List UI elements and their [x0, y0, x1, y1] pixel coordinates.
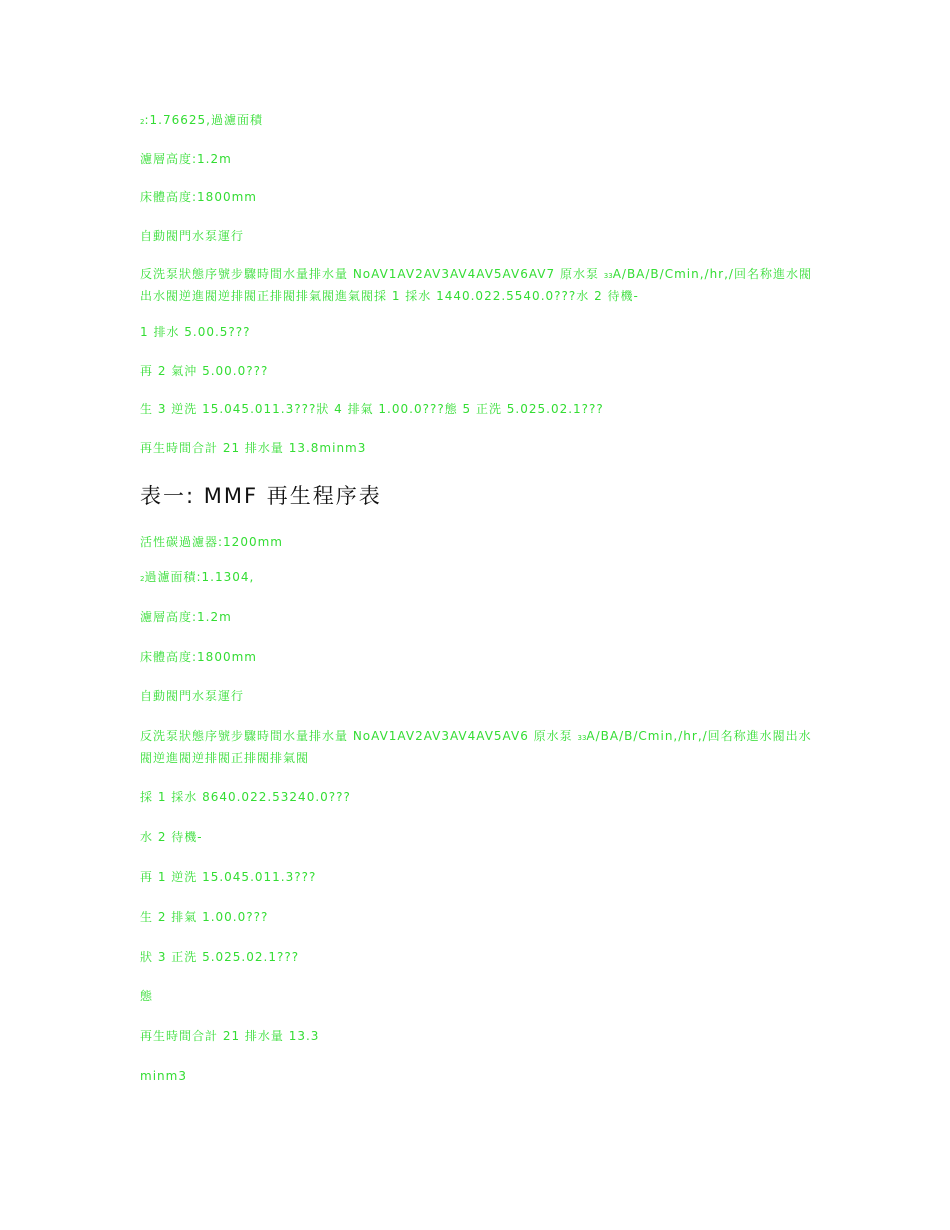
mmf-row-drain: 1 排水 5.00.5???	[140, 325, 251, 339]
table-header-part-b: A/BA/B/Cmin,/hr,/回名称進水閥出水閥逆進閥逆排閥正排閥排氣閥	[140, 729, 812, 765]
table-header-unit-prefix: 33	[577, 734, 587, 742]
area-text: 過濾面積:1.1304,	[144, 570, 255, 584]
table-header-part-b: A/BA/B/Cmin,/hr,/回名称進水閥出水閥逆進閥逆排閥正排閥排氣閥進氣閥採 1 採水 1440.022.5540.0???水 2 待機-	[140, 267, 812, 303]
carbon-row-rinse: 狀 3 正洗 5.025.02.1???	[140, 950, 300, 964]
carbon-row-exhaust: 生 2 排氣 1.00.0???	[140, 910, 269, 924]
mmf-bed-height: 床體高度:1800mm	[140, 190, 257, 204]
mmf-row-air: 再 2 氣沖 5.00.0???	[140, 364, 269, 378]
carbon-filter-height: 濾層高度:1.2m	[140, 610, 232, 624]
carbon-table-header	[140, 726, 820, 768]
area-text: :1.76625,過濾面積	[144, 113, 263, 127]
carbon-row-collect: 採 1 採水 8640.022.53240.0???	[140, 790, 351, 804]
carbon-filter-size: 活性碳過濾器:1200mm	[140, 535, 283, 549]
mmf-filter-area	[140, 110, 820, 132]
carbon-row-standby: 水 2 待機-	[140, 830, 203, 844]
area-superscript: 2	[140, 575, 145, 583]
carbon-total-unit: minm3	[140, 1069, 187, 1083]
carbon-filter-area	[140, 567, 820, 589]
area-superscript: 2	[140, 118, 145, 126]
table-header-part-a: 反洗泵狀態序號步驟時間水量排水量 NoAV1AV2AV3AV4AV5AV6 原水泵	[140, 729, 578, 743]
carbon-auto-valve-label: 自動閥門水泵運行	[140, 689, 245, 703]
carbon-row-state: 態	[140, 989, 154, 1003]
mmf-total: 再生時間合計 21 排水量 13.8minm3	[140, 441, 367, 455]
mmf-table-header	[140, 264, 820, 306]
carbon-total: 再生時間合計 21 排水量 13.3	[140, 1029, 320, 1043]
carbon-row-backwash: 再 1 逆洗 15.045.011.3???	[140, 870, 317, 884]
mmf-row-backwash: 生 3 逆洗 15.045.011.3???狀 4 排氣 1.00.0???態 5 正洗 5.025.02.1???	[140, 402, 604, 416]
mmf-auto-valve-label: 自動閥門水泵運行	[140, 229, 245, 243]
table-header-part-a: 反洗泵狀態序號步驟時間水量排水量 NoAV1AV2AV3AV4AV5AV6AV7 原水泵	[140, 267, 604, 281]
table-header-unit-prefix: 33	[603, 272, 613, 280]
carbon-bed-height: 床體高度:1800mm	[140, 650, 257, 664]
mmf-filter-height: 濾層高度:1.2m	[140, 152, 232, 166]
table-heading: 表一: MMF 再生程序表	[140, 484, 382, 508]
